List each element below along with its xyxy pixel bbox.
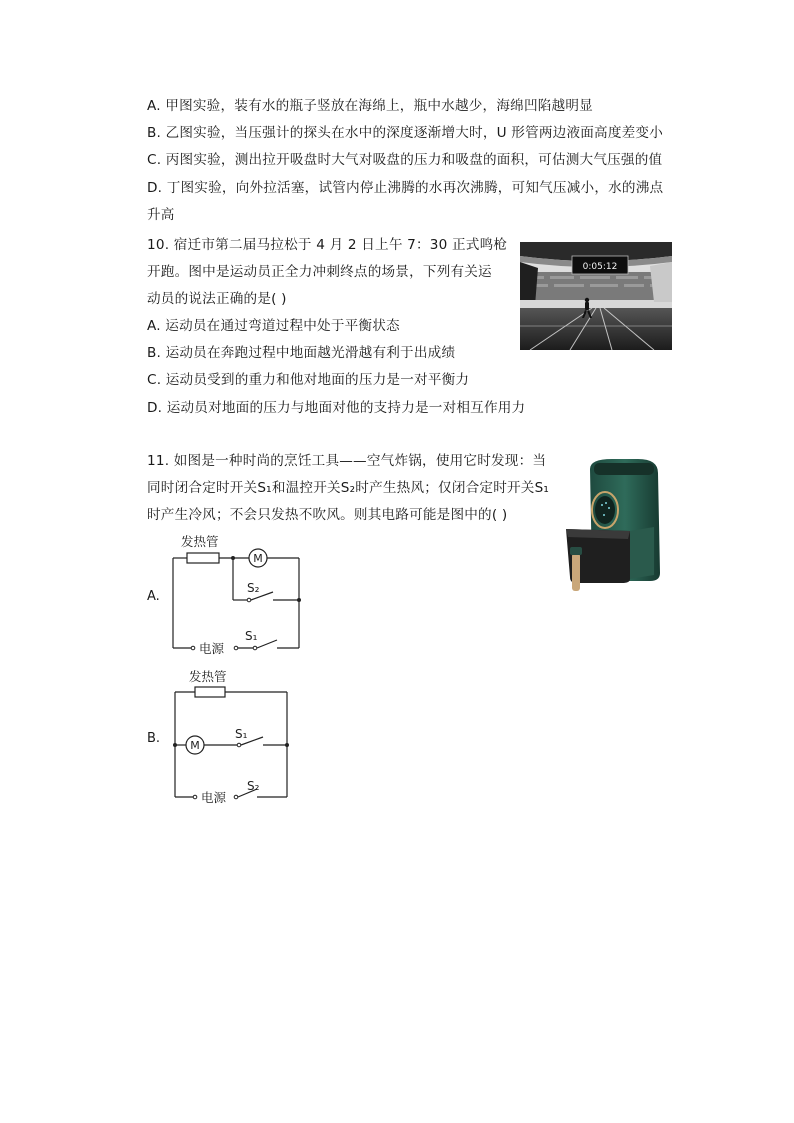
q10-stem-3: 动员的说法正确的是( ): [147, 291, 287, 307]
q9-option-c: C. 丙图实验，测出拉开吸盘时大气对吸盘的压力和吸盘的面积，可估测大气压强的值: [147, 152, 663, 168]
circuit-b-s2-label: S₂: [247, 779, 260, 793]
circuit-b-heater-label: 发热管: [189, 669, 227, 684]
circuit-b-source-label: 电源: [201, 790, 227, 805]
q10-stem-2: 开跑。图中是运动员正全力冲刺终点的场景，下列有关运: [147, 264, 492, 280]
air-fryer-photo: [560, 455, 670, 595]
q11-stem-2: 同时闭合定时开关S₁和温控开关S₂时产生热风；仅闭合定时开关S₁: [147, 480, 550, 496]
marathon-photo-svg: [520, 242, 672, 350]
circuit-a-s2-label: S₂: [247, 581, 260, 595]
circuit-b-diagram: [165, 666, 305, 806]
circuit-a-source-label: 电源: [199, 641, 225, 656]
air-fryer-svg: [560, 455, 670, 595]
circuit-b-option-label: B.: [147, 731, 161, 746]
svg-text:M: M: [253, 552, 263, 565]
circuit-a-s1-label: S₁: [245, 629, 258, 643]
q9-option-b: B. 乙图实验，当压强计的探头在水中的深度逐渐增大时，U 形管两边液面高度差变小: [147, 125, 664, 141]
marathon-finish-photo: [520, 242, 672, 350]
svg-text:M: M: [190, 739, 200, 752]
circuit-a-heater-icon: [187, 553, 219, 563]
circuit-a-diagram: [165, 528, 315, 660]
circuit-b-s1-label: S₁: [235, 727, 248, 741]
q9-option-a: A. 甲图实验，装有水的瓶子竖放在海绵上，瓶中水越少，海绵凹陷越明显: [147, 98, 593, 114]
q10-option-c: C. 运动员受到的重力和他对地面的压力是一对平衡力: [147, 372, 470, 388]
q11-stem-3: 时产生冷风；不会只发热不吹风。则其电路可能是图中的( ): [147, 507, 508, 523]
circuit-a-heater-label: 发热管: [181, 534, 219, 549]
q10-option-d: D. 运动员对地面的压力与地面对他的支持力是一对相互作用力: [147, 400, 526, 416]
circuit-a-option-label: A.: [147, 589, 160, 604]
q9-option-d: D. 丁图实验，向外拉活塞，试管内停止沸腾的水再次沸腾，可知气压减小，水的沸点: [147, 180, 664, 196]
circuit-b-heater-icon: [195, 687, 225, 697]
q9-option-d-cont: 升高: [147, 207, 175, 223]
q10-option-a: A. 运动员在通过弯道过程中处于平衡状态: [147, 318, 400, 334]
q11-stem-1: 11. 如图是一种时尚的烹饪工具——空气炸锅，使用它时发现：当: [147, 453, 547, 469]
race-clock: 0:05:12: [582, 262, 618, 272]
q10-stem-1: 10. 宿迁市第二届马拉松于 4 月 2 日上午 7：30 正式鸣枪: [147, 237, 508, 253]
q10-option-b: B. 运动员在奔跑过程中地面越光滑越有利于出成绩: [147, 345, 456, 361]
